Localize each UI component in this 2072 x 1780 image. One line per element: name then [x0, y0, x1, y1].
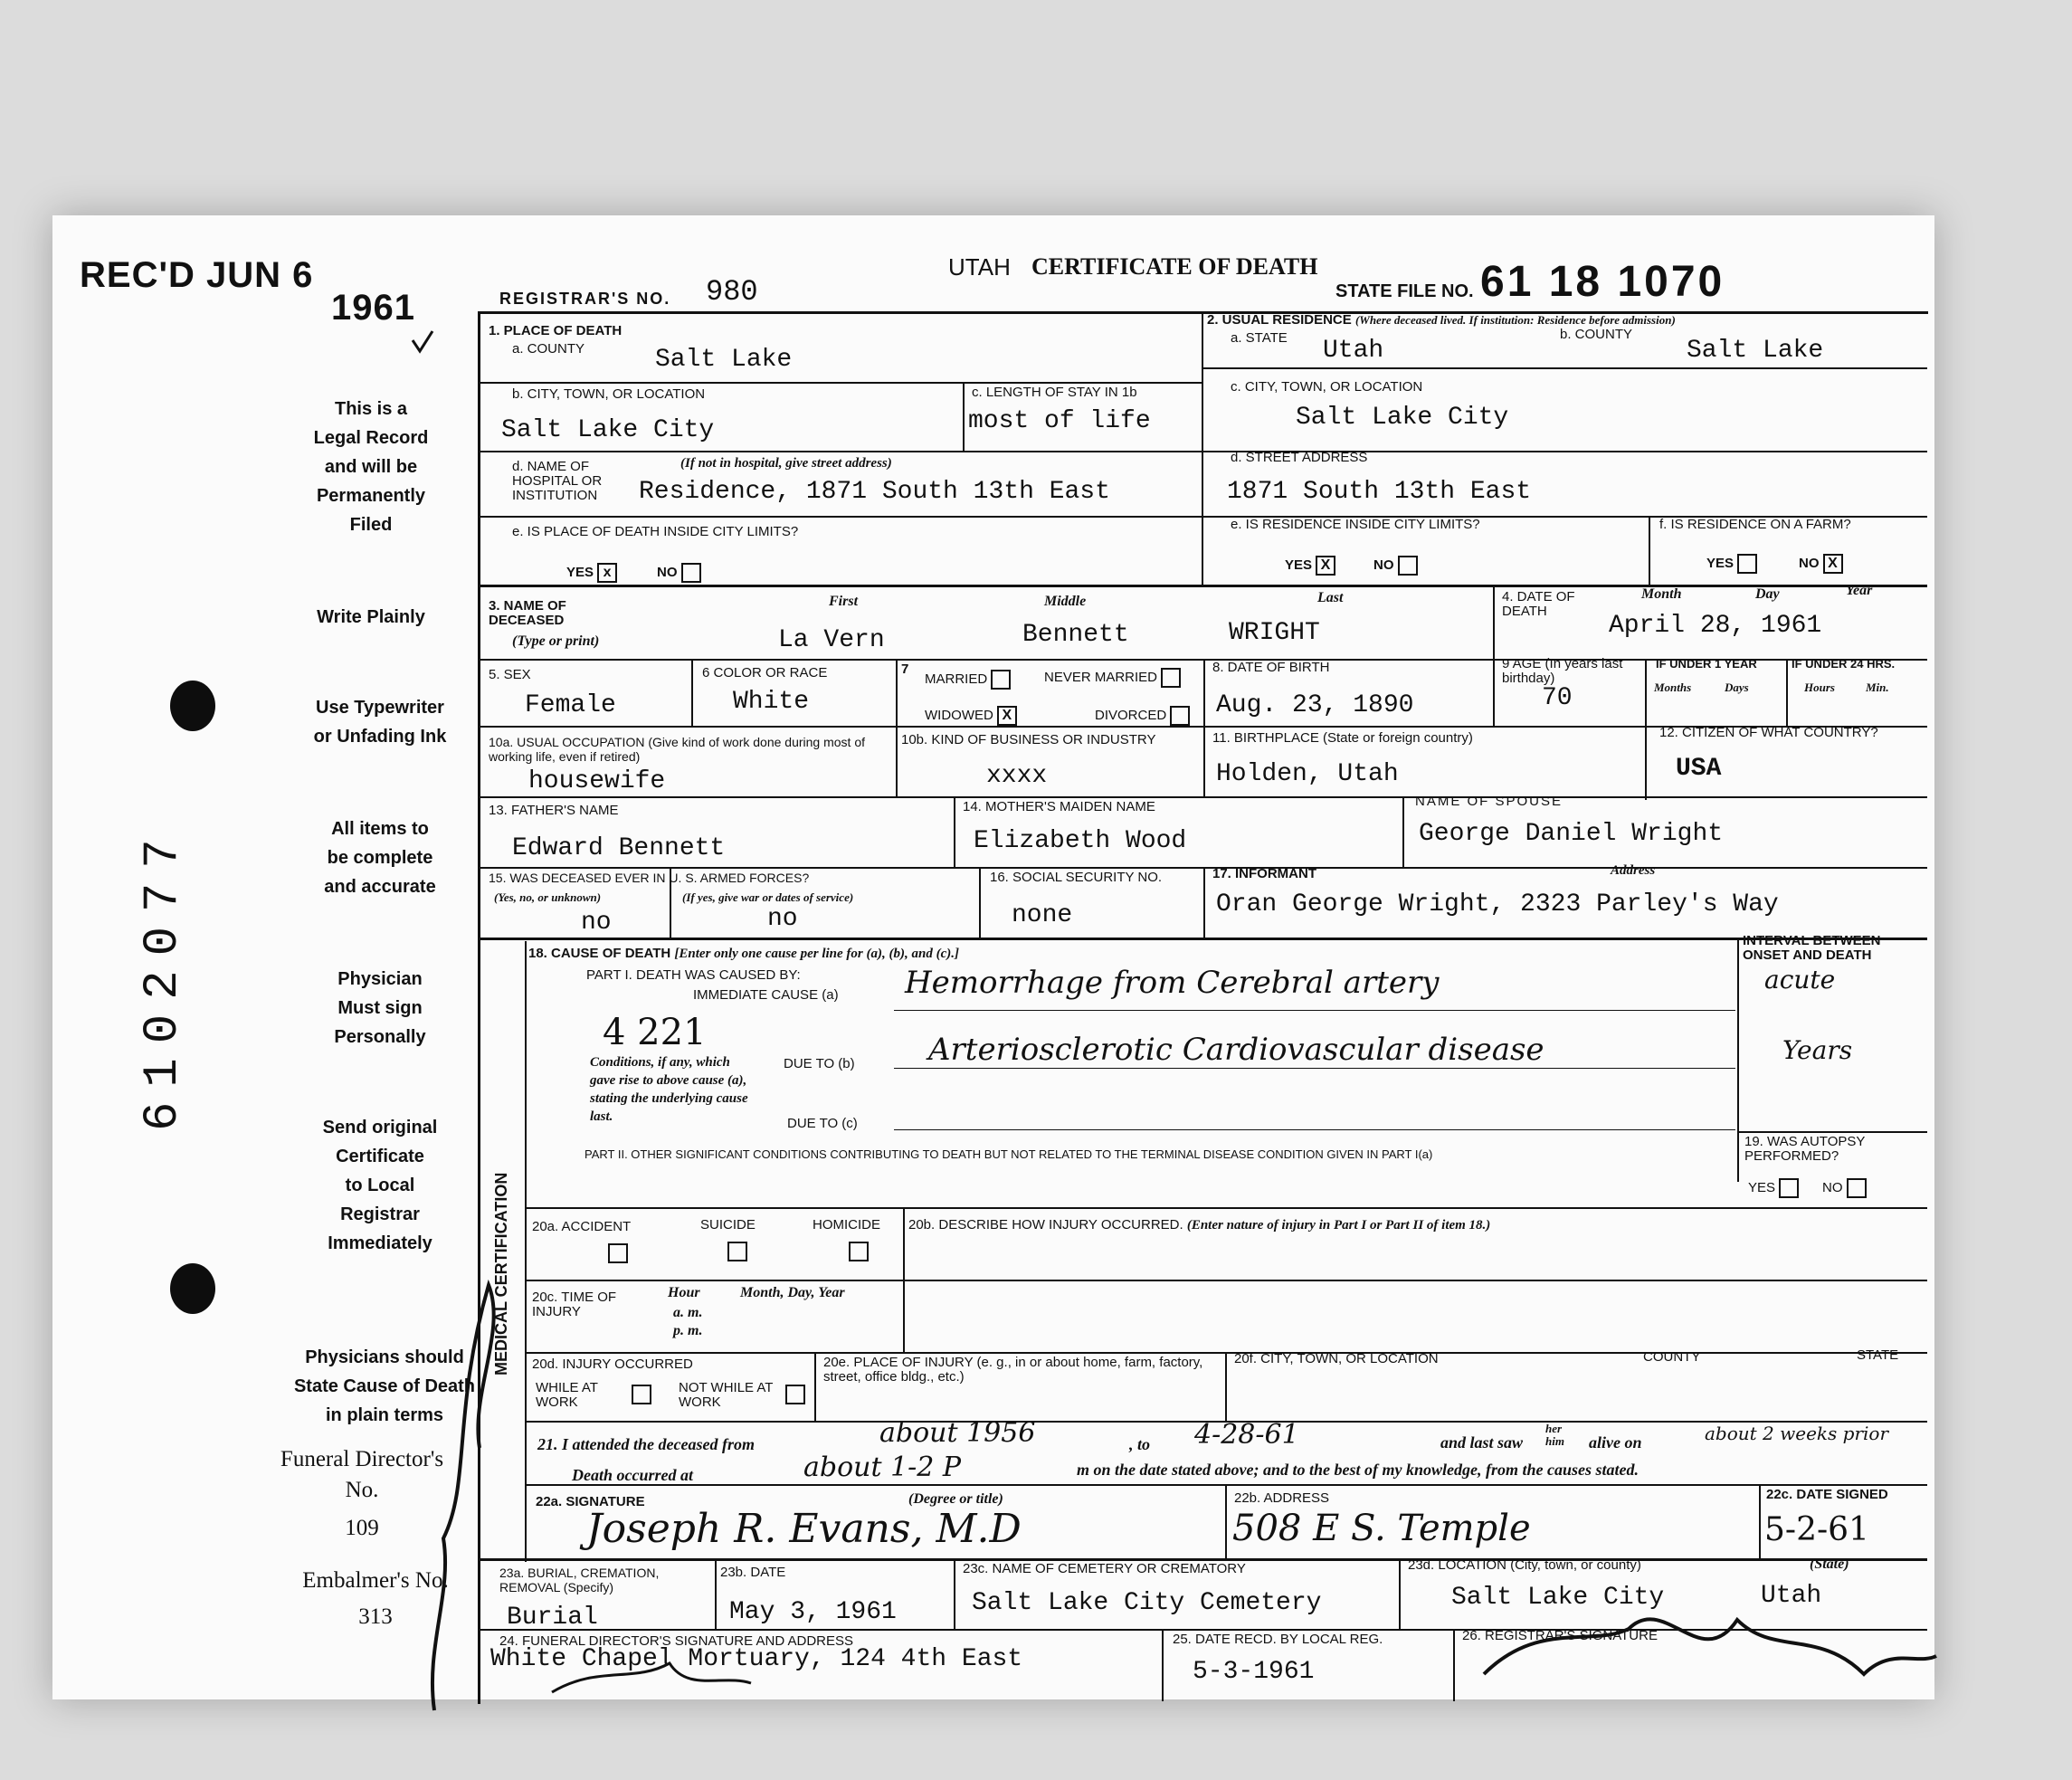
armed-note: (Yes, no, or unknown) [494, 890, 602, 904]
address-22b-label: 22b. ADDRESS [1234, 1490, 1330, 1506]
sidebar-physicians-should: Physicians should State Cause of Death in plain terms [293, 1347, 476, 1425]
sidebar-send: Send original Certificate to Local Registrar Immediately [322, 1118, 438, 1253]
months-label: Months [1654, 681, 1692, 694]
signature-label: 22a. SIGNATURE [536, 1494, 645, 1509]
name-label: 3. NAME OF DECEASED [489, 598, 566, 628]
her-him-label: her him [1545, 1422, 1564, 1448]
informant-label: 17. INFORMANT [1212, 866, 1317, 881]
res-city-label: c. CITY, TOWN, OR LOCATION [1231, 379, 1423, 395]
under-year-label: IF UNDER 1 YEAR [1656, 657, 1757, 671]
birthplace-value: Holden, Utah [1216, 760, 1399, 788]
place-of-death-label: 1. PLACE OF DEATH [489, 323, 623, 338]
sidebar-all-items: All items to be complete and accurate [324, 819, 436, 897]
funeral-director-no: Funeral Director's No. 109 [280, 1447, 444, 1540]
autopsy-no[interactable]: NO [1822, 1178, 1867, 1198]
widowed-box[interactable]: WIDOWED X [925, 706, 1017, 726]
recd-value: 5-3-1961 [1193, 1658, 1315, 1686]
business-label: 10b. KIND OF BUSINESS OR INDUSTRY [901, 732, 1156, 747]
res-state-value: Utah [1323, 337, 1384, 365]
mother-value: Elizabeth Wood [974, 827, 1187, 855]
inside-city-no[interactable]: NO [657, 563, 701, 583]
street-label: d. STREET ADDRESS [1231, 450, 1368, 465]
registrar-no: 980 [706, 275, 758, 309]
inside-city-label: e. IS PLACE OF DEATH INSIDE CITY LIMITS? [512, 524, 799, 539]
color-value: White [733, 688, 810, 716]
location-label: 23d. LOCATION (City, town, or county) [1408, 1557, 1641, 1573]
physician-address: 508 E S. Temple [1232, 1508, 1531, 1549]
stay-label: c. LENGTH OF STAY IN 1b [972, 385, 1137, 400]
res-county-value: Salt Lake [1687, 337, 1824, 365]
color-label: 6 COLOR OR RACE [702, 665, 828, 681]
cause-label: 18. CAUSE OF DEATH [Enter only one cause per line for (a), (b), and (c).] [528, 946, 959, 961]
funeral-label: 24. FUNERAL DIRECTOR'S SIGNATURE AND ADDRESS [499, 1633, 854, 1649]
city-label: b. CITY, TOWN, OR LOCATION [512, 386, 706, 402]
occupation-value: housewife [528, 767, 666, 795]
date-death-value: April 28, 1961 [1609, 612, 1822, 640]
days-label: Days [1725, 681, 1749, 694]
ssn-value: none [1012, 901, 1073, 929]
received-year: 1961 [331, 288, 415, 328]
res-state-label: a. STATE [1231, 330, 1288, 346]
hospital-value: Residence, 1871 South 13th East [639, 478, 1110, 506]
to-label: , to [1129, 1435, 1151, 1453]
occurred-time: about 1-2 P [803, 1452, 962, 1483]
age-value: 70 [1542, 684, 1573, 712]
spouse-value: George Daniel Wright [1419, 820, 1724, 848]
embalmer-no: Embalmer's No. 313 [302, 1568, 449, 1629]
year-label: Year [1846, 583, 1873, 598]
dob-value: Aug. 23, 1890 [1216, 691, 1414, 719]
spouse-label: NAME OF SPOUSE [1415, 794, 1564, 809]
physician-signature: Joseph R. Evans, M.D [586, 1506, 1022, 1552]
citizen-value: USA [1676, 755, 1722, 783]
usual-residence-label: 2. USUAL RESIDENCE (Where deceased lived. If institution: Residence before admission) [1207, 312, 1676, 328]
last-label: Last [1317, 590, 1344, 605]
res-county-label: b. COUNTY [1560, 327, 1633, 342]
injury-city-label: 20f. CITY, TOWN, OR LOCATION [1234, 1351, 1439, 1366]
accident-label: 20a. ACCIDENT [532, 1219, 632, 1234]
sidebar-write-plainly: Write Plainly [317, 607, 425, 627]
res-inside-label: e. IS RESIDENCE INSIDE CITY LIMITS? [1231, 517, 1480, 532]
state-file-no: 61 18 1070 [1480, 258, 1725, 306]
farm-label: f. IS RESIDENCE ON A FARM? [1659, 517, 1851, 532]
divorced-box[interactable]: DIVORCED [1095, 706, 1190, 726]
father-value: Edward Bennett [512, 834, 726, 862]
injury-how-label: 20b. DESCRIBE HOW INJURY OCCURRED. (Enter nature of injury in Part I or Part II of item 18.) [908, 1217, 1491, 1233]
cemetery-label: 23c. NAME OF CEMETERY OR CREMATORY [963, 1561, 1246, 1576]
injury-state-label: STATE [1857, 1347, 1899, 1363]
attended-label: 21. I attended the deceased from [537, 1435, 755, 1453]
location-city: Salt Lake City [1451, 1584, 1665, 1612]
check-mark [413, 331, 432, 351]
injury-occurred-label: 20d. INJURY OCCURRED [532, 1356, 693, 1372]
interval-b: Years [1782, 1035, 1853, 1065]
county-value: Salt Lake [655, 346, 793, 374]
funeral-director-scribble [552, 1663, 751, 1692]
cause-a: Hemorrhage from Cerebral artery [905, 965, 1440, 1001]
due-c-label: DUE TO (c) [787, 1116, 858, 1131]
occupation-label: 10a. USUAL OCCUPATION (Give kind of work done during most of working life, even if retired) [489, 735, 866, 764]
armed-label: 15. WAS DECEASED EVER IN U. S. ARMED FORCES? [489, 871, 810, 885]
sidebar-legal-note: This is a Legal Record and will be Permanently Filed [313, 399, 429, 535]
war-value: no [767, 905, 798, 933]
never-married-box[interactable]: NEVER MARRIED [1044, 668, 1181, 688]
county-label: a. COUNTY [512, 341, 585, 357]
res-city-value: Salt Lake City [1296, 404, 1509, 432]
father-label: 13. FATHER'S NAME [489, 803, 619, 818]
mdy-label: Month, Day, Year [740, 1285, 845, 1300]
mother-label: 14. MOTHER'S MAIDEN NAME [963, 799, 1155, 814]
month-label: Month [1641, 586, 1682, 602]
burial-label: 23a. BURIAL, CREMATION, REMOVAL (Specify) [499, 1566, 660, 1594]
attended-to: 4-28-61 [1194, 1419, 1299, 1451]
address-label: Address [1611, 863, 1656, 878]
birthplace-label: 11. BIRTHPLACE (State or foreign country) [1212, 730, 1473, 746]
sidebar-physician: Physician Must sign Personally [334, 969, 426, 1047]
first-name: La Vern [778, 626, 885, 654]
cause-b: Arteriosclerotic Cardiovascular disease [928, 1032, 1544, 1068]
part1-label: PART I. DEATH WAS CAUSED BY: [586, 967, 801, 983]
occurred-rest: m on the date stated above; and to the best of my knowledge, from the causes stated. [1077, 1461, 1639, 1479]
due-b-label: DUE TO (b) [784, 1056, 855, 1071]
vertical-file-number: 6102077 [136, 824, 191, 1131]
age-label: 9 AGE (In years last birthday) [1502, 656, 1623, 686]
inside-city-yes[interactable]: YES x [566, 563, 617, 583]
pm-label: p. m. [673, 1323, 703, 1338]
immediate-label: IMMEDIATE CAUSE (a) [693, 987, 839, 1003]
time-injury-label: 20c. TIME OF INJURY [532, 1290, 617, 1319]
ssn-label: 16. SOCIAL SECURITY NO. [990, 870, 1163, 885]
hour-label: Hour [668, 1285, 700, 1300]
business-value: xxxx [986, 762, 1048, 790]
autopsy-yes[interactable]: YES [1748, 1178, 1799, 1198]
location-state-label: (State) [1810, 1556, 1849, 1572]
burial-date-label: 23b. DATE [720, 1565, 786, 1580]
informant-value: Oran George Wright, 2323 Parley's Way [1216, 890, 1779, 919]
farm-no[interactable]: NO X [1799, 554, 1843, 574]
place-injury-label: 20e. PLACE OF INJURY (e. g., in or about home, farm, factory, street, office bldg., etc.) [823, 1355, 1203, 1385]
disease-code: 4 221 [603, 1012, 707, 1053]
name-note: (Type or print) [512, 633, 600, 649]
interval-a: acute [1764, 965, 1836, 995]
date-death-label: 4. DATE OF DEATH [1502, 589, 1575, 619]
hospital-label: d. NAME OF HOSPITAL OR INSTITUTION [512, 459, 603, 503]
signature-scribble-left [432, 1285, 494, 1710]
suicide-label: SUICIDE [700, 1217, 756, 1233]
autopsy-label: 19. WAS AUTOPSY PERFORMED? [1744, 1134, 1866, 1164]
last-saw-label: and last saw [1440, 1433, 1524, 1452]
degree-label: (Degree or title) [908, 1491, 1003, 1507]
am-label: a. m. [673, 1305, 703, 1320]
middle-name: Bennett [1022, 621, 1129, 649]
sidebar-typewriter: Use Typewriter or Unfading Ink [313, 698, 447, 747]
res-inside-no[interactable]: NO [1373, 556, 1418, 576]
burial-value: Burial [507, 1604, 598, 1632]
res-inside-yes[interactable]: YES X [1285, 556, 1335, 576]
received-stamp: REC'D JUN 6 [80, 255, 314, 295]
farm-yes[interactable]: YES [1706, 554, 1757, 574]
hospital-note: (If not in hospital, give street address) [680, 456, 892, 471]
last-name: WRIGHT [1229, 619, 1320, 647]
hours-label: Hours [1804, 681, 1835, 694]
alive-on-label: alive on [1589, 1433, 1642, 1452]
injury-county-label: COUNTY [1643, 1349, 1701, 1365]
min-label: Min. [1866, 681, 1889, 694]
attended-from: about 1956 [879, 1417, 1036, 1449]
date-signed: 5-2-61 [1764, 1511, 1869, 1548]
recd-label: 25. DATE RECD. BY LOCAL REG. [1173, 1632, 1383, 1647]
alive-date: about 2 weeks prior [1705, 1423, 1889, 1444]
occurred-label: Death occurred at [572, 1466, 693, 1484]
sex-label: 5. SEX [489, 667, 531, 682]
registrar-signature-scribble [1484, 1619, 1936, 1674]
homicide-label: HOMICIDE [813, 1217, 880, 1233]
sex-value: Female [525, 691, 616, 719]
part2-label: PART II. OTHER SIGNIFICANT CONDITIONS CONTRIBUTING TO DEATH BUT NOT RELATED TO THE TERMINAL DISEASE CONDITION GIVEN IN PART I(a) [585, 1147, 1433, 1161]
city-value: Salt Lake City [501, 416, 715, 444]
citizen-label: 12. CITIZEN OF WHAT COUNTRY? [1659, 725, 1878, 740]
location-state: Utah [1761, 1582, 1822, 1610]
conditions-note: Conditions, if any, which gave rise to above cause (a), stating the underlying cause last. [590, 1055, 748, 1124]
armed-value: no [581, 909, 612, 937]
certificate-title: CERTIFICATE OF DEATH [1031, 253, 1318, 280]
medical-cert-label: MEDICAL CERTIFICATION [492, 1172, 510, 1375]
date-signed-label: 22c. DATE SIGNED [1766, 1487, 1888, 1502]
state-file-label: STATE FILE NO. [1335, 281, 1474, 301]
not-while-label: NOT WHILE AT WORK [679, 1380, 774, 1410]
middle-label: Middle [1044, 594, 1087, 609]
burial-date: May 3, 1961 [729, 1598, 897, 1626]
marital-label: 7 [901, 662, 909, 677]
stay-value: most of life [968, 407, 1151, 435]
war-note: (If yes, give war or dates of service) [682, 890, 854, 904]
married-box[interactable]: MARRIED [925, 670, 1011, 690]
dob-label: 8. DATE OF BIRTH [1212, 660, 1330, 675]
title-state: UTAH [948, 253, 1011, 281]
day-label: Day [1755, 586, 1780, 602]
interval-label: INTERVAL BETWEEN ONSET AND DEATH [1743, 933, 1881, 963]
first-label: First [829, 594, 859, 609]
funeral-value: White Chapel Mortuary, 124 4th East [490, 1645, 1023, 1673]
street-value: 1871 South 13th East [1227, 478, 1532, 506]
while-work-label: WHILE AT WORK [536, 1380, 598, 1410]
registrar-sig-label: 26. REGISTRAR'S SIGNATURE [1462, 1628, 1658, 1643]
under-24-label: IF UNDER 24 HRS. [1792, 657, 1896, 671]
registrar-label: REGISTRAR'S NO. [499, 290, 671, 308]
cemetery-value: Salt Lake City Cemetery [972, 1589, 1322, 1617]
